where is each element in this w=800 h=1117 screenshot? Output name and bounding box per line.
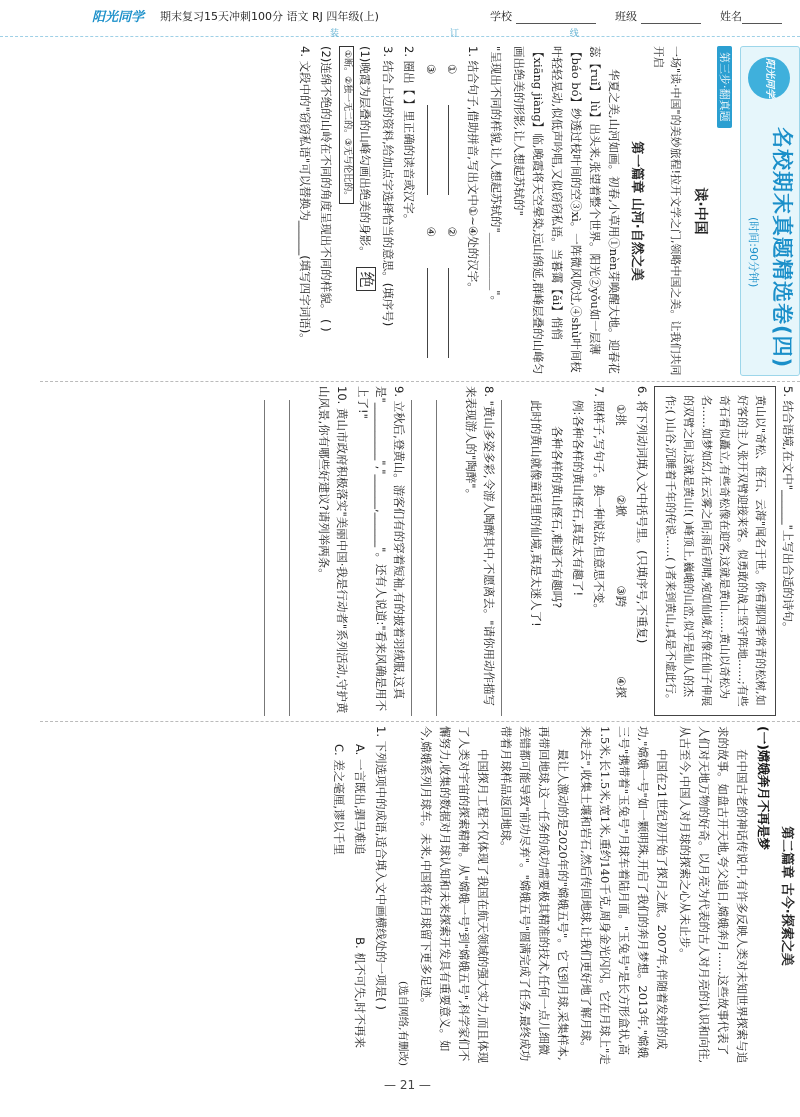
exam-time: (时间:90分钟) (747, 217, 760, 288)
reading-box: 黄山以"奇松、怪石、云海"闻名于世。你看那四季常青的松树,如好客的主人张开双臂迎接来客。似勇敢的战士坚守阵地……;有些奇石看似矗立,有些奇松像在迎客,这就是黄山……黄山以奇松为名……如梦如幻,在云雾之间;雨后初晴,宛如仙境,好像在仙子伸展的双臂之间,这就是黄山!( )峰顶上,巍峨的山峦,似乎是仙人的杰作;( )山谷,沉睡着千年的传说……( )者来到黄山,真是不虚此行。 (654, 386, 776, 716)
exam-banner (740, 46, 800, 376)
question-2: 2. 圈出【 】里正确的读音或汉字。 (402, 46, 416, 226)
column-2 (40, 386, 800, 716)
passage-source: (选自网络,有删改) (397, 980, 409, 1066)
question-1-options (350, 744, 369, 1048)
answer-slot[interactable]: ③ (424, 64, 438, 75)
question-7: 7. 照样子,写句子。换一种说法,但意思不变。 (592, 386, 606, 615)
question-5: 5. 结合语境,在文中"______"上写出合适的诗句。 (781, 386, 795, 634)
question-7-task: 此时的黄山就像童话里的仙境,真是太迷人了! (529, 400, 543, 627)
passage-subtitle: (一)嫦娥奔月不再是梦 (756, 726, 771, 850)
option[interactable]: ④探 (614, 676, 628, 698)
question-9: 9. 立秋后,登黄山。游客们有的穿着短袖,有的披着羽绒服,这真是"__________","______,______"。还有人说道:"看来风确是用不上了!" (356, 386, 406, 712)
question-1-answers (421, 64, 440, 358)
option[interactable]: B. 机不可失,时不再来 (353, 937, 367, 1048)
option[interactable]: ①挑 (614, 404, 628, 426)
section-intro: 一场"读·中国"的美妙旅程!拉开文学之门,领略中国之美。让我们共同开启 (652, 46, 682, 376)
question-1: 1. 下列选项中的成语,适合填入文中画横线处的一项是( ) (374, 726, 388, 1010)
question-8: 8. "黄山多姿多彩,令游人陶醉其中,不愿离去。"请你用动作描写来表现游人的"陶醉"。 (464, 386, 496, 707)
jue-meanings: ①断。②独一无二的。③无与伦比的。 (339, 46, 354, 204)
answer-slot[interactable]: ② (445, 226, 459, 237)
question-3a: (1)晚霞为层叠的山峰勾画出绝美的身影。 绝 ①断。②独一无二的。③无与伦比的。 (338, 46, 376, 376)
name-field: 姓名 (720, 8, 782, 24)
question-10: 10. 黄山市政府积极落实"美丽中国·我是行动者"系列活动,守护黄山风景,你有哪些好建议?请列举两条。 (317, 386, 349, 714)
question-1-answers (442, 64, 461, 358)
question-3: 3. 结合上边的资料,给加点字选择恰当的意思。(填序号) (381, 46, 395, 327)
column-3 (40, 726, 800, 1066)
answer-line[interactable] (411, 400, 434, 716)
answer-line[interactable] (264, 400, 287, 716)
brand-logo: 阳光同学 (92, 10, 145, 25)
section-theme: 读·中国 (692, 187, 708, 235)
reading-passage: 最让人激动的是2020年的"嫦娥五号"。它飞到月球,采集样本,再带回地球,这一任务的成功需要极其精准的技术,任何一点儿细微差错都可能导致"前功尽弃"。"嫦娥五号"圆满完成了任务,最终成功带着月球样品返回地球。 (499, 726, 570, 1062)
answer-line[interactable] (501, 400, 524, 716)
answer-line[interactable] (289, 400, 312, 716)
reading-passage: 中国在21世纪初开始了探月之旅。2007年,伴随着发射的成功,"嫦娥一号"如一颗明珠,开启了我们的奔月梦想。2013年,"嫦娥三号"携带着"玉兔号"月球车着陆月面。"玉兔号"是长方形盒状,高1.5米,长1.5米,宽1米,重约140千克,周身金光闪闪。它在月球上"走来走去",收集土壤和岩石,然后传回地球,让我们更好地了解月球。 (579, 726, 669, 1065)
question-3b: (2)连绵不绝的山岭在不同的角度呈现出不同的样貌。 ( ) (319, 46, 333, 332)
reading-passage-end: "呈现出不同的样貌,让人想起苏轼的"__________"。 (489, 46, 503, 308)
brand-badge-icon: 阳光同学 (748, 57, 790, 99)
reading-passage: 中国探月工程不仅体现了我国在航天领域的强大实力,而且体现了人类对宇宙的探索精神。从"嫦娥一号"到"嫦娥五号",科学家们不懈努力,收集的数据对月球认知和未来探索开发具有重要意义。如今,嫦娥系列月球车。未来,中国将在月球留下更多足迹。 (419, 726, 490, 1064)
school-field: 学校 (490, 8, 596, 24)
page-number: — 21 — (384, 1078, 431, 1092)
question-1-options (329, 744, 348, 1048)
column-1 (40, 46, 800, 376)
stage-badge: 第三步·翻真题 (717, 46, 732, 128)
option[interactable]: ②掀 (614, 494, 628, 517)
option[interactable]: ③跨 (614, 585, 628, 608)
answer-slot[interactable]: ① (445, 64, 459, 75)
jue-character: 绝 (356, 267, 376, 291)
question-6: 6. 将下列动词填入文中括号里。(只填序号,不重复) (635, 386, 649, 644)
question-7-example-answer: 各种各样的黄山怪石,难道不有趣吗? (550, 426, 564, 609)
rotated-exam-page (40, 36, 800, 1076)
question-6-options (611, 404, 630, 698)
question-1: 1. 结合句子,借助拼音,写出文中①~④处的汉字。 (466, 46, 480, 294)
class-field: 班级 (615, 8, 701, 24)
option[interactable]: C. 差之毫厘,谬以千里 (332, 744, 346, 855)
option[interactable]: A. 一言既出,驷马难追 (353, 744, 367, 855)
reading-passage: 华夏之美,山河如画。初春,小草用①nèn芽唤醒大地。迎春花蕊【ruǐ】 lù】出头来,张望着整个世界。阳光②yǒu如一层薄【báo bó】纱透过枝叶间的空③xì。一阵微风吹过,④shù叶间枝叶轻轻晃动,似低声吟唱,又似窃窃私语。当暮霭【ǎi】悄悄【xiāng jiàng】临,晚霞将天空晕染,远山绵延,群峰层叠的山峰匀画出绝美的形影,让人想起苏轼的" (512, 46, 621, 375)
book-title: 期末复习15天冲刺100分 语文 RJ 四年级(上) (160, 10, 379, 23)
exam-title: 名校期末真题精选卷(四) (770, 127, 794, 369)
reading-passage: 在中国古老的神话传说中,有许多反映人类对未知世界探索与追求的故事。如盘古开天地,夸父追日,嫦娥奔月……这些故事代表了人们对天地万物的好奇。以月亮为代表的古人对月亮的认识和向往,从古至今,中国人对月球的探索之心从未止步。 (678, 726, 749, 1064)
answer-slot[interactable]: ④ (424, 226, 438, 237)
chapter-title: 第一篇章 山河·自然之美 (629, 141, 644, 281)
answer-line[interactable] (436, 400, 459, 716)
page-header (0, 0, 800, 37)
question-4: 4. 文段中的"窃窃私语"可以替换为______(填写四字词语)。 (298, 46, 312, 345)
binding-line-label: 装 订 线 (330, 29, 633, 39)
question-7-example: 例:各种各样的黄山怪石,真是太有趣了! (571, 400, 585, 597)
chapter-title: 第二篇章 古今·探索之美 (779, 826, 794, 966)
